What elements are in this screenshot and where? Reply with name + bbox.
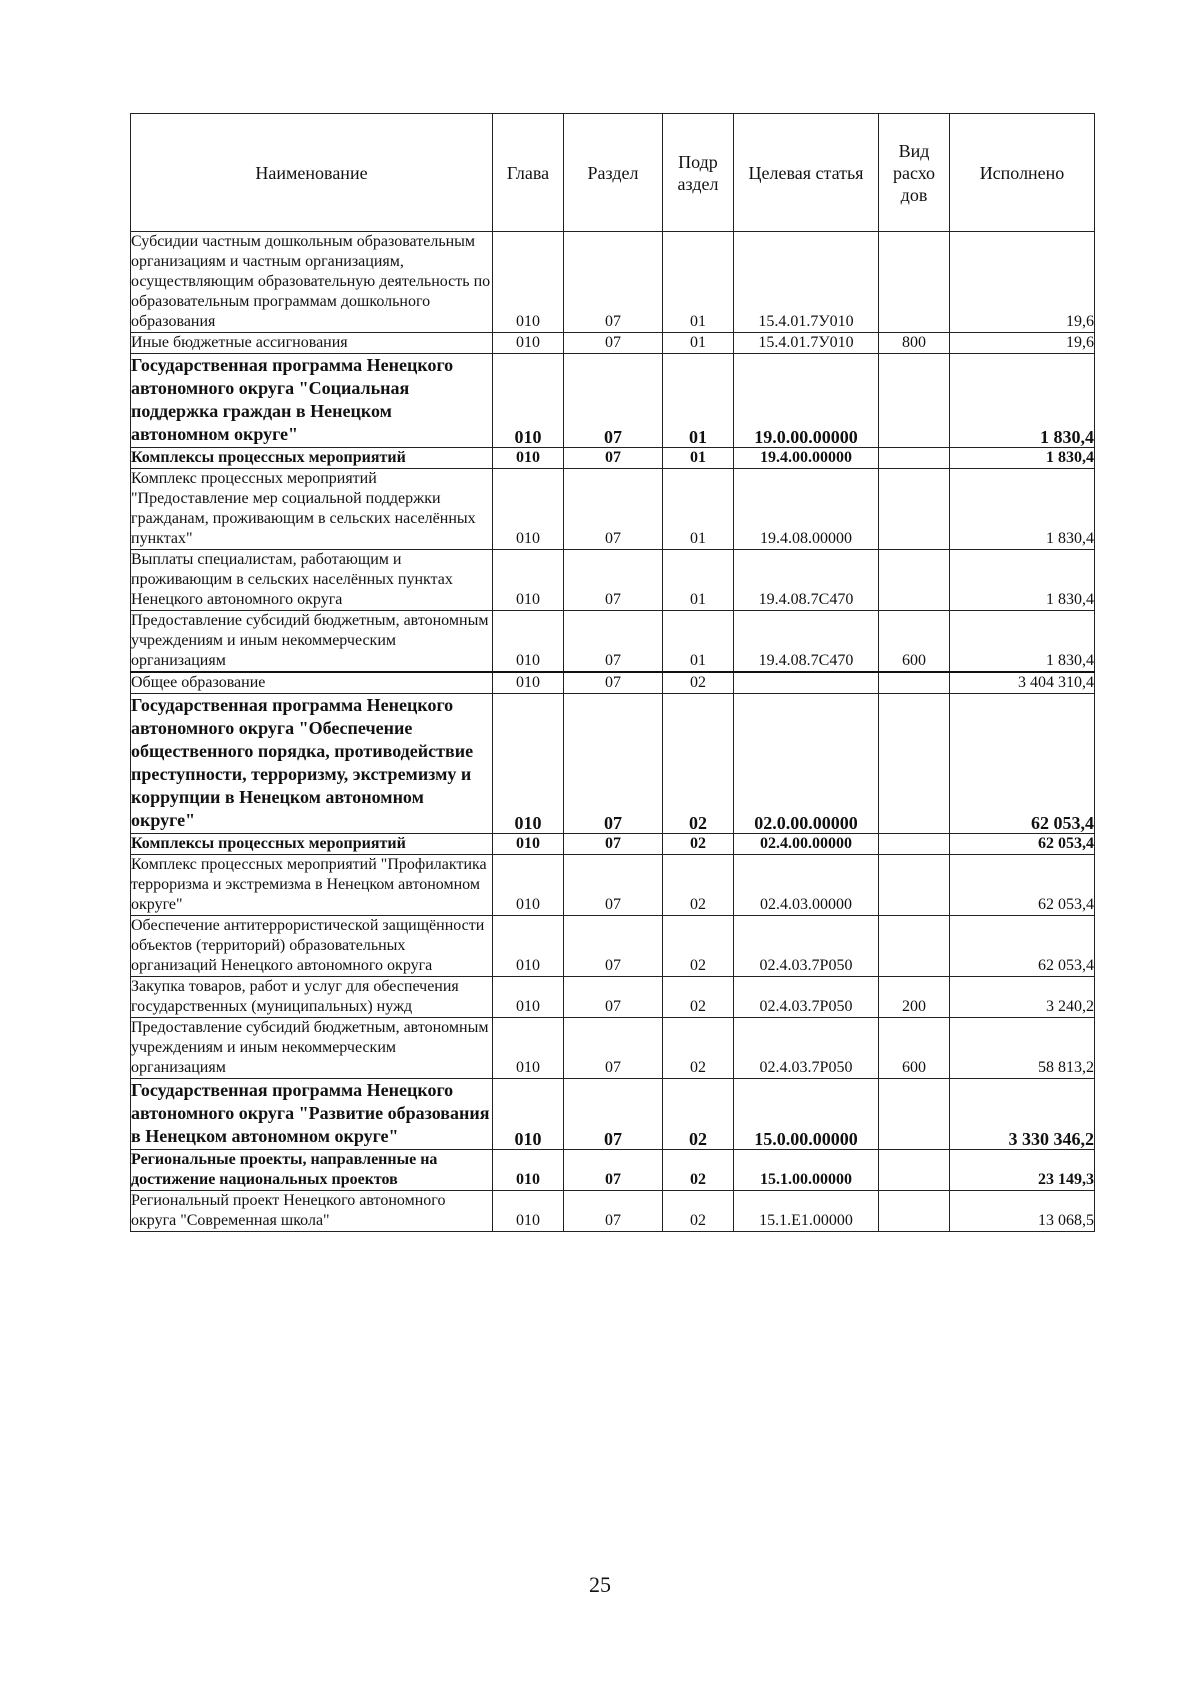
- cell-executed: 1 830,4: [950, 550, 1095, 611]
- table-row: [131, 1150, 1095, 1191]
- cell-target: 19.4.08.00000: [734, 469, 879, 550]
- cell-name: Региональные проекты, направленные на достижение национальных проектов: [131, 1150, 493, 1191]
- cell-subsection: 02: [663, 1018, 734, 1079]
- table-row: [131, 694, 1095, 834]
- cell-target: 15.4.01.7У010: [734, 333, 879, 354]
- cell-subsection: 01: [663, 333, 734, 354]
- cell-executed: 62 053,4: [950, 834, 1095, 855]
- table-row: [131, 550, 1095, 611]
- header-executed: Исполнено: [950, 114, 1095, 232]
- cell-target: 02.4.03.00000: [734, 855, 879, 916]
- cell-executed: 1 830,4: [950, 611, 1095, 673]
- cell-subsection: 02: [663, 1150, 734, 1191]
- cell-chapter: 010: [493, 1150, 564, 1191]
- cell-executed: 23 149,3: [950, 1150, 1095, 1191]
- cell-section: 07: [564, 834, 663, 855]
- cell-kind: [879, 469, 950, 550]
- cell-target: 02.4.03.7Р050: [734, 977, 879, 1018]
- cell-executed: 3 240,2: [950, 977, 1095, 1018]
- cell-name: Государственная программа Ненецкого автономного округа "Обеспечение общественного порядка, противодействие преступности, терроризму, экстремизму и коррупции в Ненецком автономном округе": [131, 694, 493, 834]
- cell-chapter: 010: [493, 469, 564, 550]
- cell-section: 07: [564, 469, 663, 550]
- cell-subsection: 01: [663, 550, 734, 611]
- cell-subsection: 01: [663, 469, 734, 550]
- cell-kind: [879, 834, 950, 855]
- cell-subsection: 02: [663, 672, 734, 694]
- cell-executed: 19,6: [950, 333, 1095, 354]
- table-row: [131, 611, 1095, 673]
- cell-executed: 1 830,4: [950, 469, 1095, 550]
- cell-subsection: 02: [663, 1079, 734, 1150]
- cell-chapter: 010: [493, 448, 564, 469]
- cell-kind: [879, 694, 950, 834]
- cell-target: 19.4.08.7С470: [734, 550, 879, 611]
- cell-name: Комплексы процессных мероприятий: [131, 834, 493, 855]
- cell-executed: 19,6: [950, 232, 1095, 333]
- cell-executed: 62 053,4: [950, 855, 1095, 916]
- cell-name: Иные бюджетные ассигнования: [131, 333, 493, 354]
- header-subsection: Подр аздел: [663, 114, 734, 232]
- cell-subsection: 02: [663, 916, 734, 977]
- cell-subsection: 01: [663, 232, 734, 333]
- cell-executed: 1 830,4: [950, 448, 1095, 469]
- cell-subsection: 01: [663, 448, 734, 469]
- cell-target: 19.4.08.7С470: [734, 611, 879, 673]
- header-target: Целевая статья: [734, 114, 879, 232]
- table-row: [131, 977, 1095, 1018]
- cell-name: Региональный проект Ненецкого автономного округа "Современная школа": [131, 1191, 493, 1232]
- cell-kind: [879, 232, 950, 333]
- cell-subsection: 01: [663, 611, 734, 673]
- cell-name: Государственная программа Ненецкого автономного округа "Социальная поддержка граждан в Ненецком автономном округе": [131, 354, 493, 448]
- table-row: [131, 1079, 1095, 1150]
- cell-name: Предоставление субсидий бюджетным, автономным учреждениям и иным некоммерческим организациям: [131, 1018, 493, 1079]
- cell-section: 07: [564, 550, 663, 611]
- cell-target: 02.4.00.00000: [734, 834, 879, 855]
- cell-target: 15.1.Е1.00000: [734, 1191, 879, 1232]
- cell-chapter: 010: [493, 916, 564, 977]
- cell-chapter: 010: [493, 855, 564, 916]
- cell-kind: [879, 1079, 950, 1150]
- cell-subsection: 02: [663, 834, 734, 855]
- table-row: [131, 672, 1095, 694]
- cell-section: 07: [564, 1191, 663, 1232]
- header-section: Раздел: [564, 114, 663, 232]
- table-row: [131, 834, 1095, 855]
- cell-kind: 200: [879, 977, 950, 1018]
- header-name: Наименование: [131, 114, 493, 232]
- cell-executed: 3 404 310,4: [950, 672, 1095, 694]
- cell-chapter: 010: [493, 1018, 564, 1079]
- cell-chapter: 010: [493, 694, 564, 834]
- table-row: [131, 469, 1095, 550]
- cell-subsection: 02: [663, 855, 734, 916]
- table-row: [131, 333, 1095, 354]
- table-row: [131, 855, 1095, 916]
- cell-executed: 58 813,2: [950, 1018, 1095, 1079]
- table-row: [131, 1018, 1095, 1079]
- cell-kind: [879, 1150, 950, 1191]
- cell-section: 07: [564, 672, 663, 694]
- table-row: [131, 1191, 1095, 1232]
- cell-section: 07: [564, 232, 663, 333]
- cell-executed: 13 068,5: [950, 1191, 1095, 1232]
- cell-target: 02.4.03.7Р050: [734, 916, 879, 977]
- cell-chapter: 010: [493, 611, 564, 673]
- cell-chapter: 010: [493, 977, 564, 1018]
- cell-target: 15.0.00.00000: [734, 1079, 879, 1150]
- cell-name: Государственная программа Ненецкого автономного округа "Развитие образования в Ненецком автономном округе": [131, 1079, 493, 1150]
- cell-section: 07: [564, 1018, 663, 1079]
- cell-name: Предоставление субсидий бюджетным, автономным учреждениям и иным некоммерческим организациям: [131, 611, 493, 673]
- cell-kind: 800: [879, 333, 950, 354]
- cell-name: Выплаты специалистам, работающим и проживающим в сельских населённых пунктах Ненецкого автономного округа: [131, 550, 493, 611]
- cell-section: 07: [564, 354, 663, 448]
- cell-name: Комплексы процессных мероприятий: [131, 448, 493, 469]
- cell-section: 07: [564, 694, 663, 834]
- cell-section: 07: [564, 1079, 663, 1150]
- cell-target: 19.0.00.00000: [734, 354, 879, 448]
- cell-subsection: 02: [663, 694, 734, 834]
- cell-section: 07: [564, 448, 663, 469]
- cell-section: 07: [564, 916, 663, 977]
- header-chapter: Глава: [493, 114, 564, 232]
- cell-chapter: 010: [493, 834, 564, 855]
- table-row: [131, 354, 1095, 448]
- cell-section: 07: [564, 333, 663, 354]
- cell-kind: [879, 1191, 950, 1232]
- cell-name: Общее образование: [131, 672, 493, 694]
- cell-target: 02.0.00.00000: [734, 694, 879, 834]
- cell-section: 07: [564, 1150, 663, 1191]
- cell-chapter: 010: [493, 354, 564, 448]
- table-row: [131, 232, 1095, 333]
- cell-kind: [879, 550, 950, 611]
- cell-name: Обеспечение антитеррористической защищённости объектов (территорий) образовательных организаций Ненецкого автономного округа: [131, 916, 493, 977]
- cell-target: [734, 672, 879, 694]
- cell-section: 07: [564, 611, 663, 673]
- cell-chapter: 010: [493, 1079, 564, 1150]
- header-kind: Вид расхо дов: [879, 114, 950, 232]
- cell-executed: 62 053,4: [950, 916, 1095, 977]
- cell-executed: 1 830,4: [950, 354, 1095, 448]
- cell-chapter: 010: [493, 333, 564, 354]
- cell-chapter: 010: [493, 672, 564, 694]
- cell-section: 07: [564, 855, 663, 916]
- cell-kind: [879, 448, 950, 469]
- cell-name: Комплекс процессных мероприятий "Предоставление мер социальной поддержки гражданам, проживающим в сельских населённых пунктах": [131, 469, 493, 550]
- cell-target: 15.4.01.7У010: [734, 232, 879, 333]
- cell-chapter: 010: [493, 1191, 564, 1232]
- cell-executed: 62 053,4: [950, 694, 1095, 834]
- cell-subsection: 02: [663, 977, 734, 1018]
- table-row: [131, 916, 1095, 977]
- cell-subsection: 01: [663, 354, 734, 448]
- cell-section: 07: [564, 977, 663, 1018]
- cell-kind: [879, 855, 950, 916]
- cell-kind: [879, 672, 950, 694]
- cell-subsection: 02: [663, 1191, 734, 1232]
- cell-chapter: 010: [493, 550, 564, 611]
- page-number: 25: [589, 1572, 611, 1597]
- cell-executed: 3 330 346,2: [950, 1079, 1095, 1150]
- cell-chapter: 010: [493, 232, 564, 333]
- cell-target: 19.4.00.00000: [734, 448, 879, 469]
- cell-name: Закупка товаров, работ и услуг для обеспечения государственных (муниципальных) нужд: [131, 977, 493, 1018]
- cell-kind: 600: [879, 1018, 950, 1079]
- cell-name: Субсидии частным дошкольным образовательным организациям и частным организациям, осуществляющим образовательную деятельность по образовательным программам дошкольного образования: [131, 232, 493, 333]
- cell-target: 02.4.03.7Р050: [734, 1018, 879, 1079]
- budget-table: [130, 113, 1095, 1232]
- cell-kind: [879, 354, 950, 448]
- cell-kind: 600: [879, 611, 950, 673]
- table-row: [131, 448, 1095, 469]
- cell-kind: [879, 916, 950, 977]
- cell-target: 15.1.00.00000: [734, 1150, 879, 1191]
- cell-name: Комплекс процессных мероприятий "Профилактика терроризма и экстремизма в Ненецком автономном округе": [131, 855, 493, 916]
- table-header-row: [131, 114, 1095, 232]
